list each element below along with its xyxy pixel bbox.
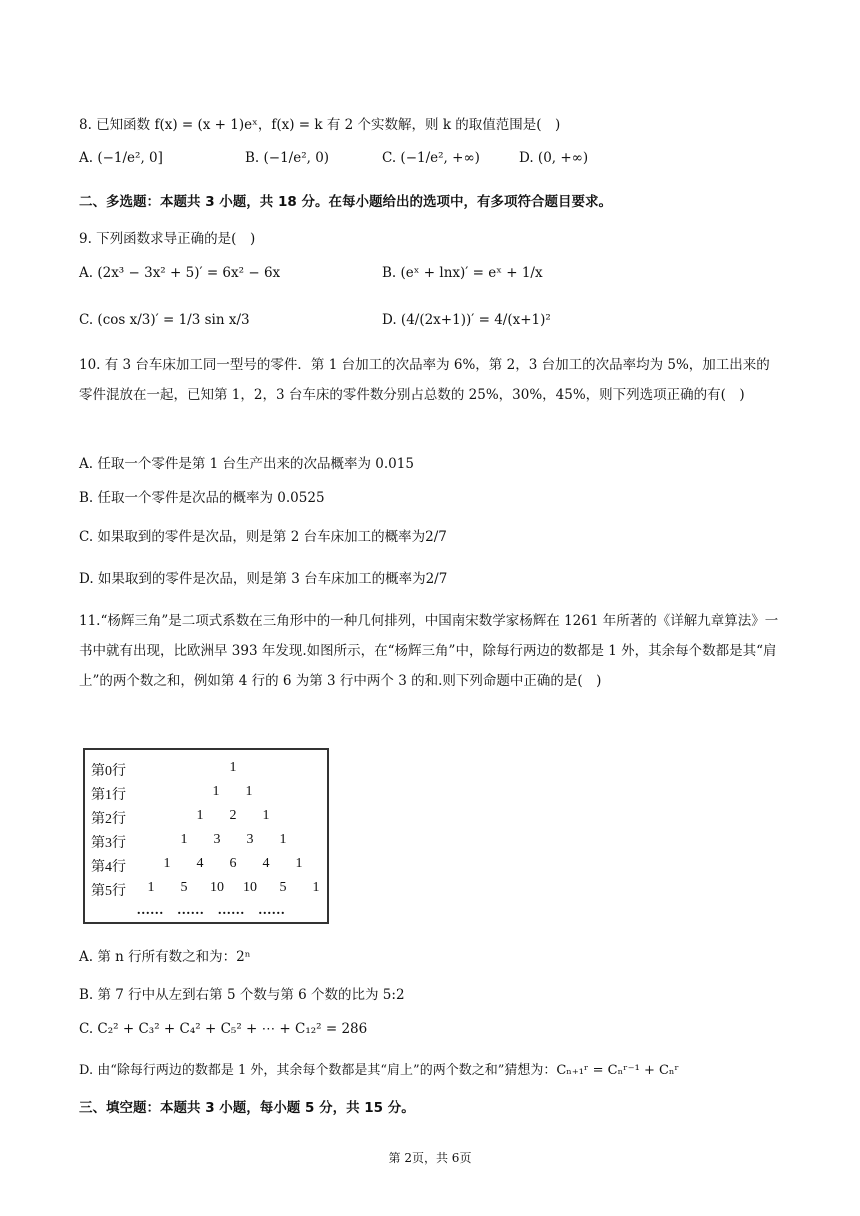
triangle-number: 1 [147, 880, 155, 895]
triangle-row [85, 760, 327, 782]
q10-option-b: B. 任取一个零件是次品的概率为 0.0525 [79, 490, 325, 506]
q10-option-a: A. 任取一个零件是第 1 台生产出来的次品概率为 0.015 [79, 456, 414, 472]
q9-option-d: D. (4/(2x+1))′ = 4/(x+1)² [382, 312, 551, 328]
page-footer: 第 2页，共 6页 [388, 1151, 472, 1165]
q8-option-c: C. (−1/e², +∞) [382, 150, 480, 166]
triangle-number: 10 [210, 880, 224, 895]
q11-stem: 11.“杨辉三角”是二项式系数在三角形中的一种几何排列，中国南宋数学家杨辉在 1261 年所著的《详解九章算法》一书中就有出现，比欧洲早 393 年发现.如图所示，在“杨辉三角”中，除每行两边的数都是 1 外，其余每个数都是其“肩上”的两个数之和，例如第 4 行的 6 为第 3 行中两个 3 的和.则下列命题中正确的是( ) [79, 613, 779, 689]
triangle-number: 1 [245, 784, 253, 799]
triangle-number: 1 [229, 760, 237, 775]
triangle-number: 1 [196, 808, 204, 823]
triangle-row-label: 第2行 [91, 812, 126, 827]
triangle-ellipsis: ...... ...... ...... ...... [137, 903, 286, 918]
q8-option-b: B. (−1/e², 0) [245, 150, 330, 166]
triangle-number: 1 [262, 808, 270, 823]
triangle-number: 1 [212, 784, 220, 799]
q10-option-c: C. 如果取到的零件是次品，则是第 2 台车床加工的概率为2/7 [79, 529, 447, 545]
triangle-row-label: 第0行 [91, 764, 126, 779]
triangle-number: 5 [180, 880, 188, 895]
triangle-number: 6 [229, 856, 237, 871]
triangle-row [85, 784, 327, 806]
q11-option-a: A. 第 n 行所有数之和为：2ⁿ [79, 949, 251, 965]
triangle-number: 1 [279, 832, 287, 847]
triangle-number: 1 [163, 856, 171, 871]
yang-hui-triangle-figure [83, 748, 329, 924]
triangle-row-label: 第5行 [91, 884, 126, 899]
q11-option-b: B. 第 7 行中从左到右第 5 个数与第 6 个数的比为 5:2 [79, 987, 405, 1003]
triangle-row-label: 第3行 [91, 836, 126, 851]
triangle-number: 2 [229, 808, 237, 823]
triangle-row [85, 808, 327, 830]
triangle-number: 1 [312, 880, 320, 895]
q8-stem: 8. 已知函数 f(x) = (x + 1)eˣ，f(x) = k 有 2 个实数解，则 k 的取值范围是( ) [79, 117, 561, 133]
q9-stem: 9. 下列函数求导正确的是( ) [79, 231, 256, 247]
q11-option-d: D. 由“除每行两边的数都是 1 外，其余每个数都是其“肩上”的两个数之和”猜想为：Cₙ₊₁ʳ = Cₙʳ⁻¹ + Cₙʳ [79, 1063, 680, 1078]
triangle-number: 1 [295, 856, 303, 871]
triangle-row [85, 880, 327, 902]
triangle-number: 3 [246, 832, 254, 847]
q10-option-d: D. 如果取到的零件是次品，则是第 3 台车床加工的概率为2/7 [79, 571, 448, 587]
triangle-number: 5 [279, 880, 287, 895]
q9-option-b: B. (eˣ + lnx)′ = eˣ + 1/x [382, 265, 543, 281]
q10-stem: 10. 有 3 台车床加工同一型号的零件．第 1 台加工的次品率为 6%，第 2，3 台加工的次品率均为 5%，加工出来的零件混放在一起，已知第 1，2，3 台车床的零件数分别占总数的 25%，30%，45%，则下列选项正确的有( ) [79, 357, 770, 403]
q11-option-c: C. C₂² + C₃² + C₄² + C₅² + ⋯ + C₁₂² = 286 [79, 1021, 368, 1037]
triangle-row-label: 第1行 [91, 788, 126, 803]
triangle-number: 4 [196, 856, 204, 871]
triangle-row [85, 832, 327, 854]
section-heading-multi-choice: 二、多选题：本题共 3 小题，共 18 分。在每小题给出的选项中，有多项符合题目要求。 [79, 194, 612, 210]
triangle-number: 10 [243, 880, 257, 895]
q8-option-a: A. (−1/e², 0] [79, 150, 163, 166]
q9-option-c: C. (cos x/3)′ = 1/3 sin x/3 [79, 312, 250, 328]
q8-option-d: D. (0, +∞) [519, 150, 589, 166]
triangle-row [85, 856, 327, 878]
triangle-number: 3 [213, 832, 221, 847]
triangle-number: 4 [262, 856, 270, 871]
q9-option-a: A. (2x³ − 3x² + 5)′ = 6x² − 6x [79, 265, 281, 281]
triangle-number: 1 [180, 832, 188, 847]
section-heading-fill-in: 三、填空题：本题共 3 小题，每小题 5 分，共 15 分。 [79, 1100, 415, 1116]
triangle-row-label: 第4行 [91, 860, 126, 875]
